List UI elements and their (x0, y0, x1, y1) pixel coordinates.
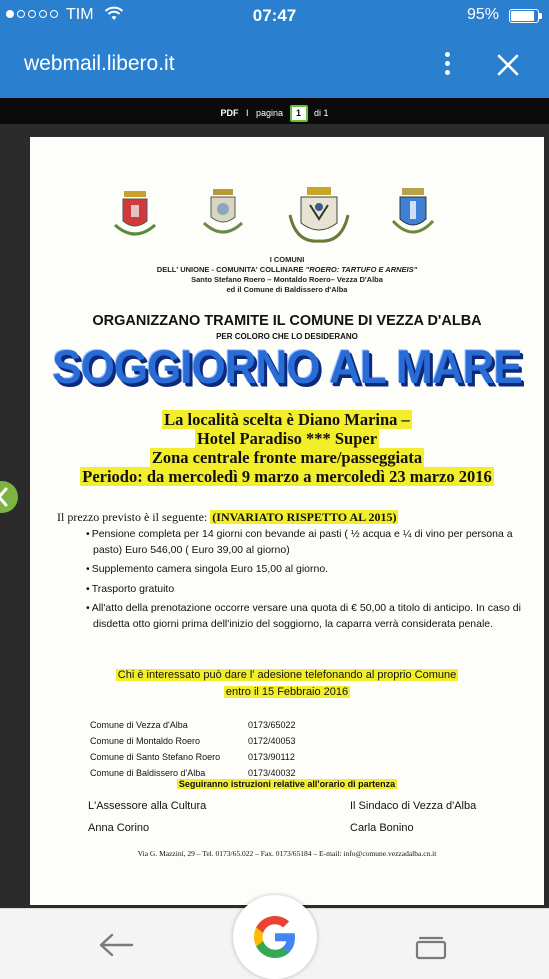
status-bar (0, 0, 549, 32)
location-line: La località scelta è Diano Marina – (164, 410, 410, 429)
instructions-note (30, 779, 544, 789)
comune-name: Comune di Santo Stefano Roero (90, 752, 221, 762)
crest-santo-stefano-icon (110, 185, 160, 243)
clock: 07:47 (252, 6, 297, 25)
battery-percentage: 95% (466, 6, 499, 23)
price-note: (INVARIATO RISPETTO AL 2015) (212, 510, 397, 524)
pdf-page-total: di 1 (314, 107, 329, 118)
app-bar (0, 32, 549, 98)
price-bullets (86, 527, 536, 636)
location-block (30, 410, 544, 486)
period-line: Periodo: da mercoledì 9 marzo a mercoledì 23 marzo 2016 (82, 467, 492, 486)
pdf-page-word: pagina (255, 107, 284, 118)
battery-tip (539, 13, 542, 19)
organizer-heading: ORGANIZZANO TRAMITE IL COMUNE DI VEZZA D'ALBA (92, 313, 482, 329)
location-line: Zona centrale fronte mare/passeggiata (151, 448, 423, 467)
comune-phone: 0172/40053 (248, 736, 296, 746)
municipal-crests (110, 185, 440, 245)
comune-phone: 0173/65022 (248, 720, 296, 730)
google-g-icon (251, 913, 299, 961)
comune-name: Comune di Vezza d'Alba (90, 720, 188, 730)
phone-list (90, 717, 390, 781)
phone-row (90, 749, 390, 765)
comune-phone: 0173/90112 (248, 752, 295, 762)
battery-fill (511, 11, 534, 21)
pdf-label: PDF (220, 107, 239, 118)
comuni-list: Santo Stefano Roero – Montaldo Roero– Vezza D'Alba (191, 275, 383, 284)
comuni-header (30, 255, 544, 295)
document-title: SOGGIORNO AL MARE (52, 341, 522, 394)
signature-role: Il Sindaco di Vezza d'Alba (350, 800, 477, 812)
adesione-block (30, 667, 544, 701)
crest-baldissero-icon (390, 185, 436, 245)
menu-dot (445, 61, 450, 66)
comune-phone: 0173/40032 (248, 768, 296, 778)
crest-montaldo-icon (200, 185, 246, 243)
phone-row (90, 717, 390, 733)
bottom-navigation (0, 908, 549, 979)
menu-dot (445, 52, 450, 57)
close-icon[interactable] (494, 51, 522, 79)
unione-label: DELL' UNIONE - COMUNITA' COLLINARE (156, 265, 304, 274)
chevron-left-icon[interactable] (0, 480, 18, 514)
bullet-item: • All'atto della prenotazione occorre versare una quota di € 50,00 a titolo di anticipo. In caso di disdetta otto giorni prima dell'inizio del soggiorno, la caparra verrà considerata penale. (86, 601, 536, 632)
menu-dot (445, 70, 450, 75)
signature-right (350, 795, 476, 839)
signature-role: L'Assessore alla Cultura (88, 800, 207, 812)
bullet-item: • Trasporto gratuito (86, 582, 536, 598)
price-intro-text: Il prezzo previsto è il seguente: (57, 510, 208, 524)
comuni-baldissero: ed il Comune di Baldissero d'Alba (226, 285, 348, 294)
carrier-name: TIM (66, 6, 94, 23)
more-vert-icon[interactable] (437, 52, 457, 80)
document-footer: Via G. Mazzini, 29 – Tel. 0173/65.022 – Fax. 0173/65184 – E-mail: info@comune.vezzadalba.cn.it (137, 849, 437, 858)
google-search-button[interactable] (233, 895, 317, 979)
pdf-separator: I (245, 107, 249, 118)
crest-vezza-alba-icon (286, 185, 352, 245)
per-coloro-subheading: PER COLORO CHE LO DESIDERANO (216, 332, 358, 341)
arrow-back-icon[interactable] (96, 931, 136, 959)
price-intro (57, 510, 398, 525)
signature-name: Anna Corino (88, 822, 150, 834)
signature-left (88, 795, 206, 839)
comuni-title: I COMUNI (269, 255, 305, 264)
page-url: webmail.libero.it (24, 52, 175, 75)
adesione-line: Chi è interessato può dare l' adesione telefonando al proprio Comune (117, 669, 457, 681)
pdf-page (30, 137, 544, 905)
comune-name: Comune di Montaldo Roero (90, 736, 201, 746)
battery-icon (509, 9, 539, 23)
signature-name: Carla Bonino (350, 822, 414, 834)
pdf-toolbar (0, 98, 549, 124)
adesione-deadline: entro il 15 Febbraio 2016 (225, 686, 349, 698)
tabs-icon[interactable] (414, 934, 448, 960)
unione-quote: "ROERO: TARTUFO E ARNEIS" (305, 265, 418, 274)
location-line: Hotel Paradiso *** Super (196, 429, 378, 448)
bullet-item: • Supplemento camera singola Euro 15,00 al giorno. (86, 562, 536, 578)
instructions-text: Seguiranno istruzioni relative all'orario di partenza (178, 779, 396, 789)
bullet-item: • Pensione completa per 14 giorni con bevande ai pasti ( ½ acqua e ¼ di vino per persona a pasto) Euro 546,00 ( Euro 39,00 al giorno) (86, 527, 536, 558)
comune-name: Comune di Baldissero d'Alba (90, 768, 206, 778)
page-number-input[interactable]: 1 (290, 105, 308, 122)
phone-row (90, 733, 390, 749)
